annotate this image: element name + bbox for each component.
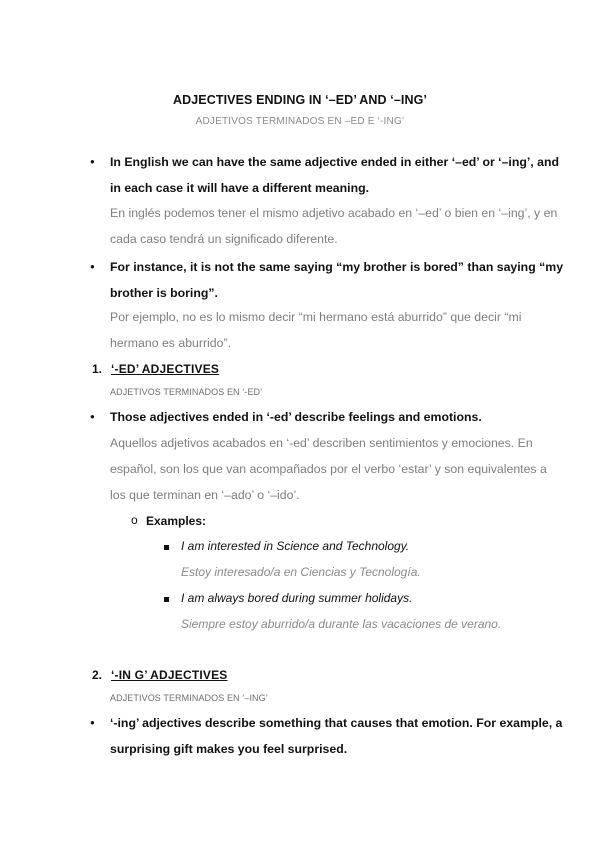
square-bullet-icon — [164, 545, 169, 550]
bullet-icon: ● — [90, 262, 95, 271]
section-2-subheading: ADJETIVOS TERMINADOS EN ‘–ING’ — [110, 693, 268, 703]
section-1-bullet-spanish: Aquellos adjetivos acabados en ‘-ed’ describen sentimientos y emociones. En español, son los que van acompañados por el verbo ‘estar’ y son equivalentes a los que terminan en ‘–ado’ o ‘–ido’. — [110, 436, 547, 502]
section-2-bullet-english: ‘-ing’ adjectives describe something that causes that emotion. For example, a surprising gift makes you feel surprised. — [110, 716, 563, 756]
document-subtitle: ADJETIVOS TERMINADOS EN –ED E ‘-ING’ — [195, 116, 405, 127]
example-1-spanish: Estoy interesado/a en Ciencias y Tecnología. — [181, 565, 421, 579]
example-2-spanish: Siempre estoy aburrido/a durante las vacaciones de verano. — [181, 617, 502, 631]
examples-label: Examples: — [146, 514, 207, 528]
section-1-number: 1. — [92, 362, 103, 376]
section-1-subheading: ADJETIVOS TERMINADOS EN ‘-ED’ — [110, 387, 263, 397]
section-2-heading: ‘-IN G’ ADJECTIVES — [111, 668, 228, 682]
bullet-2-spanish: Por ejemplo, no es lo mismo decir “mi hermano está aburrido” que decir “mi hermano es aburrido”. — [110, 310, 522, 350]
section-2-number: 2. — [92, 668, 103, 682]
bullet-icon: ● — [90, 157, 95, 166]
section-1-heading: ‘-ED’ ADJECTIVES — [111, 362, 220, 376]
bullet-1-spanish: En inglés podemos tener el mismo adjetivo acabado en ‘–ed’ o bien en ‘–ing’, y en cada caso tendrá un significado diferente. — [110, 206, 558, 246]
bullet-icon: ● — [90, 718, 95, 727]
section-1-bullet-english: Those adjectives ended in ‘-ed’ describe feelings and emotions. — [110, 410, 482, 424]
document-title: ADJECTIVES ENDING IN ‘–ED’ AND ‘–ING’ — [173, 93, 427, 107]
example-1-english: I am interested in Science and Technology. — [181, 539, 410, 553]
square-bullet-icon — [164, 597, 169, 602]
bullet-2-english: For instance, it is not the same saying “my brother is bored” than saying “my brother is boring”. — [110, 260, 564, 300]
bullet-1-english: In English we can have the same adjective ended in either ‘–ed’ or ‘–ing’, and in each case it will have a different meaning. — [110, 155, 559, 195]
circle-bullet-icon: o — [131, 513, 138, 527]
example-2-english: I am always bored during summer holidays. — [181, 591, 413, 605]
bullet-icon: ● — [90, 412, 95, 421]
